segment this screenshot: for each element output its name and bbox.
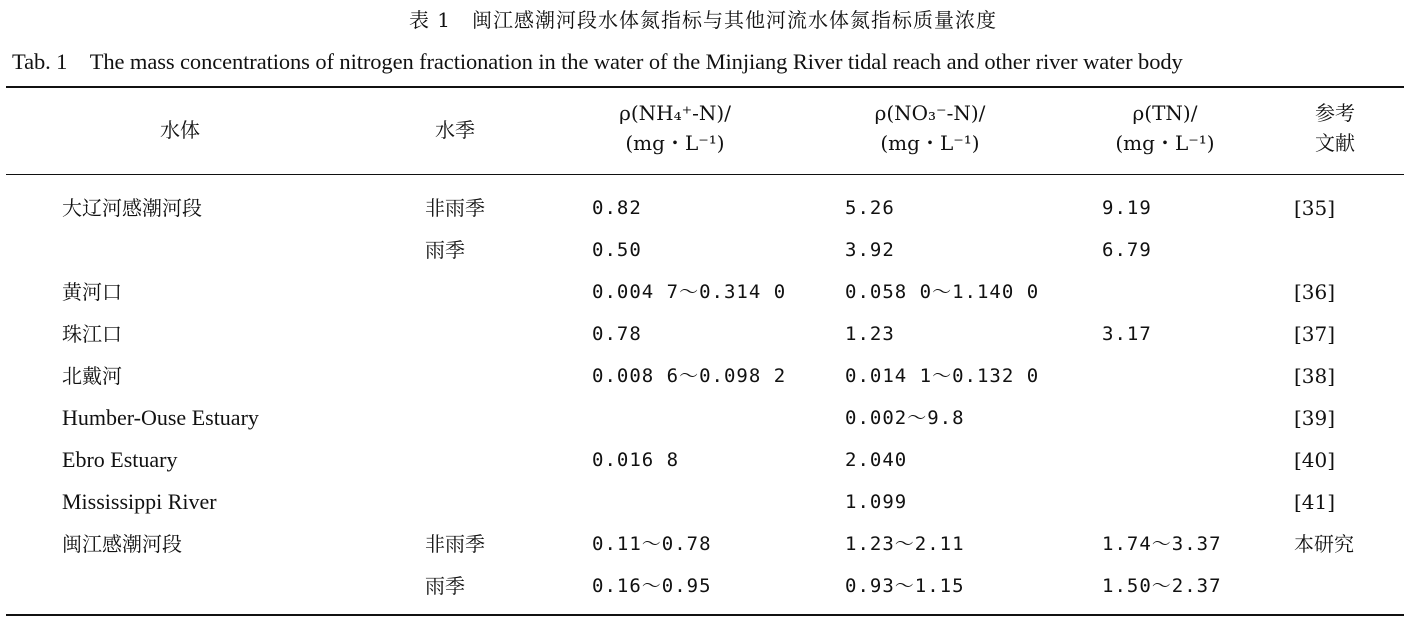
cell-no3: 1.099	[845, 491, 908, 513]
cell-no3: 1.23～2.11	[845, 533, 965, 555]
cell-tn: 1.50～2.37	[1102, 575, 1222, 597]
cell-reference: [38]	[1294, 364, 1336, 388]
cell-reference: [35]	[1294, 196, 1336, 220]
header-tn	[1085, 98, 1245, 158]
header-reference-line1: 参考	[1315, 101, 1355, 125]
cell-nh4: 0.008 6～0.098 2	[592, 365, 787, 387]
cell-water-body: Mississippi River	[62, 489, 217, 514]
cell-water-body: Ebro Estuary	[62, 447, 178, 472]
cell-nh4: 0.82	[592, 197, 642, 219]
cell-no3: 2.040	[845, 449, 908, 471]
cell-season: 非雨季	[425, 532, 485, 556]
cell-no3: 0.058 0～1.140 0	[845, 281, 1040, 303]
header-nh4	[575, 98, 775, 158]
cell-no3: 5.26	[845, 197, 895, 219]
cell-water-body: 北戴河	[62, 364, 122, 388]
cell-nh4: 0.50	[592, 239, 642, 261]
header-nh4-line2: (mg・L⁻¹)	[625, 131, 725, 155]
cell-tn: 1.74～3.37	[1102, 533, 1222, 555]
cell-nh4: 0.78	[592, 323, 642, 345]
cell-no3: 0.002～9.8	[845, 407, 965, 429]
cell-reference: [41]	[1294, 490, 1336, 514]
cell-season: 雨季	[425, 574, 465, 598]
cell-season: 非雨季	[425, 196, 485, 220]
cell-nh4: 0.16～0.95	[592, 575, 712, 597]
cell-tn: 3.17	[1102, 323, 1152, 345]
header-season: 水季	[435, 118, 475, 142]
cell-nh4: 0.016 8	[592, 449, 680, 471]
header-rule	[6, 174, 1404, 175]
cell-water-body: 黄河口	[62, 280, 122, 304]
top-rule	[6, 86, 1404, 88]
cell-nh4: 0.11～0.78	[592, 533, 712, 555]
bottom-rule	[6, 614, 1404, 616]
cell-reference: 本研究	[1294, 532, 1354, 556]
cell-no3: 0.014 1～0.132 0	[845, 365, 1040, 387]
header-reference-line2: 文献	[1315, 131, 1355, 155]
cell-nh4: 0.004 7～0.314 0	[592, 281, 787, 303]
header-reference	[1290, 98, 1380, 158]
cell-water-body: 珠江口	[62, 322, 122, 346]
cell-water-body: Humber-Ouse Estuary	[62, 405, 259, 430]
header-tn-line1: ρ(TN)/	[1132, 101, 1198, 125]
cell-no3: 1.23	[845, 323, 895, 345]
cell-reference: [40]	[1294, 448, 1336, 472]
cell-no3: 0.93～1.15	[845, 575, 965, 597]
cell-tn: 6.79	[1102, 239, 1152, 261]
cell-reference: [39]	[1294, 406, 1336, 430]
header-no3-line1: ρ(NO₃⁻-N)/	[874, 101, 986, 125]
table-caption-english: Tab. 1 The mass concentrations of nitrogen fractionation in the water of the Minjiang River tidal reach and other river water body	[12, 49, 1183, 74]
cell-reference: [36]	[1294, 280, 1336, 304]
header-water-body: 水体	[160, 118, 200, 142]
cell-tn: 9.19	[1102, 197, 1152, 219]
header-nh4-line1: ρ(NH₄⁺-N)/	[619, 101, 731, 125]
header-tn-line2: (mg・L⁻¹)	[1115, 131, 1215, 155]
cell-no3: 3.92	[845, 239, 895, 261]
table-caption-chinese: 表 1 闽江感潮河段水体氮指标与其他河流水体氮指标质量浓度	[408, 8, 998, 32]
cell-reference: [37]	[1294, 322, 1336, 346]
header-no3	[830, 98, 1030, 158]
cell-water-body: 闽江感潮河段	[62, 532, 182, 556]
header-no3-line2: (mg・L⁻¹)	[880, 131, 980, 155]
cell-water-body: 大辽河感潮河段	[62, 196, 202, 220]
cell-season: 雨季	[425, 238, 465, 262]
